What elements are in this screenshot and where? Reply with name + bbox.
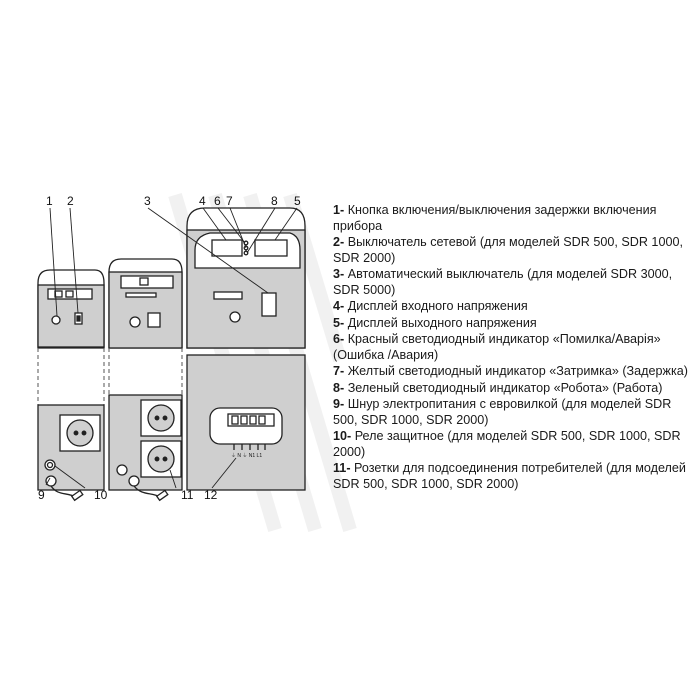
legend-text: Красный светодиодный индикатор «Помилка/Аварія» (Ошибка /Авария)	[333, 332, 661, 362]
legend-text: Зеленый светодиодный индикатор «Робота» (Работа)	[347, 380, 663, 395]
callout-2: 2	[67, 194, 74, 208]
legend-item	[333, 381, 695, 397]
large-unit-front	[187, 208, 305, 348]
legend	[333, 203, 695, 493]
small-unit-front	[38, 270, 104, 348]
legend-text: Выключатель сетевой (для моделей SDR 500, SDR 1000, SDR 2000)	[333, 235, 683, 265]
legend-item	[333, 332, 695, 363]
callout-12: 12	[204, 488, 218, 502]
callout-3: 3	[144, 194, 151, 208]
legend-num: 8-	[333, 380, 345, 395]
large-unit-back	[187, 355, 305, 490]
small-unit-back	[38, 405, 104, 500]
callout-11: 11	[181, 488, 194, 502]
legend-text: Розетки для подсоединения потребителей (для моделей SDR 500, SDR 1000, SDR 2000)	[333, 461, 686, 491]
medium-unit-front	[109, 259, 182, 348]
legend-item	[333, 267, 695, 298]
legend-num: 2-	[333, 235, 345, 249]
legend-num: 7-	[333, 364, 345, 378]
callout-4: 4	[199, 194, 206, 208]
legend-text: Кнопка включения/выключения задержки включения прибора	[333, 203, 657, 233]
legend-num: 10-	[333, 429, 352, 443]
medium-unit-back	[109, 395, 182, 500]
legend-item	[333, 235, 695, 266]
legend-num: 6-	[333, 332, 345, 346]
legend-num: 11-	[333, 461, 351, 475]
callout-7: 7	[226, 194, 233, 208]
callout-9: 9	[38, 488, 45, 502]
callout-6: 6	[214, 194, 221, 208]
legend-text: Реле защитное (для моделей SDR 500, SDR 1000, SDR 2000)	[333, 429, 681, 459]
legend-item	[333, 364, 695, 380]
legend-text: Шнур электропитания с евровилкой (для моделей SDR 500, SDR 1000, SDR 2000)	[333, 397, 672, 427]
legend-num: 3-	[333, 267, 345, 281]
legend-num: 9-	[333, 397, 345, 411]
callout-8: 8	[271, 194, 278, 208]
legend-item	[333, 299, 695, 315]
legend-item	[333, 203, 695, 234]
legend-num: 4-	[333, 299, 345, 313]
legend-item	[333, 316, 695, 332]
legend-item	[333, 461, 695, 492]
callout-5: 5	[294, 194, 301, 208]
legend-item	[333, 397, 695, 428]
legend-item	[333, 429, 695, 460]
legend-text: Автоматический выключатель (для моделей SDR 3000, SDR 5000)	[333, 267, 673, 297]
legend-num: 5-	[333, 315, 345, 330]
terminal-marks: ⏚ N ⏚ N1 L1	[231, 453, 263, 459]
legend-text: Дисплей выходного напряжения	[347, 315, 537, 330]
callout-1: 1	[46, 194, 53, 208]
callout-10: 10	[94, 488, 108, 502]
legend-num: 1-	[333, 203, 345, 217]
legend-text: Желтый светодиодный индикатор «Затримка» (Задержка)	[347, 364, 688, 378]
legend-text: Дисплей входного напряжения	[347, 299, 528, 313]
